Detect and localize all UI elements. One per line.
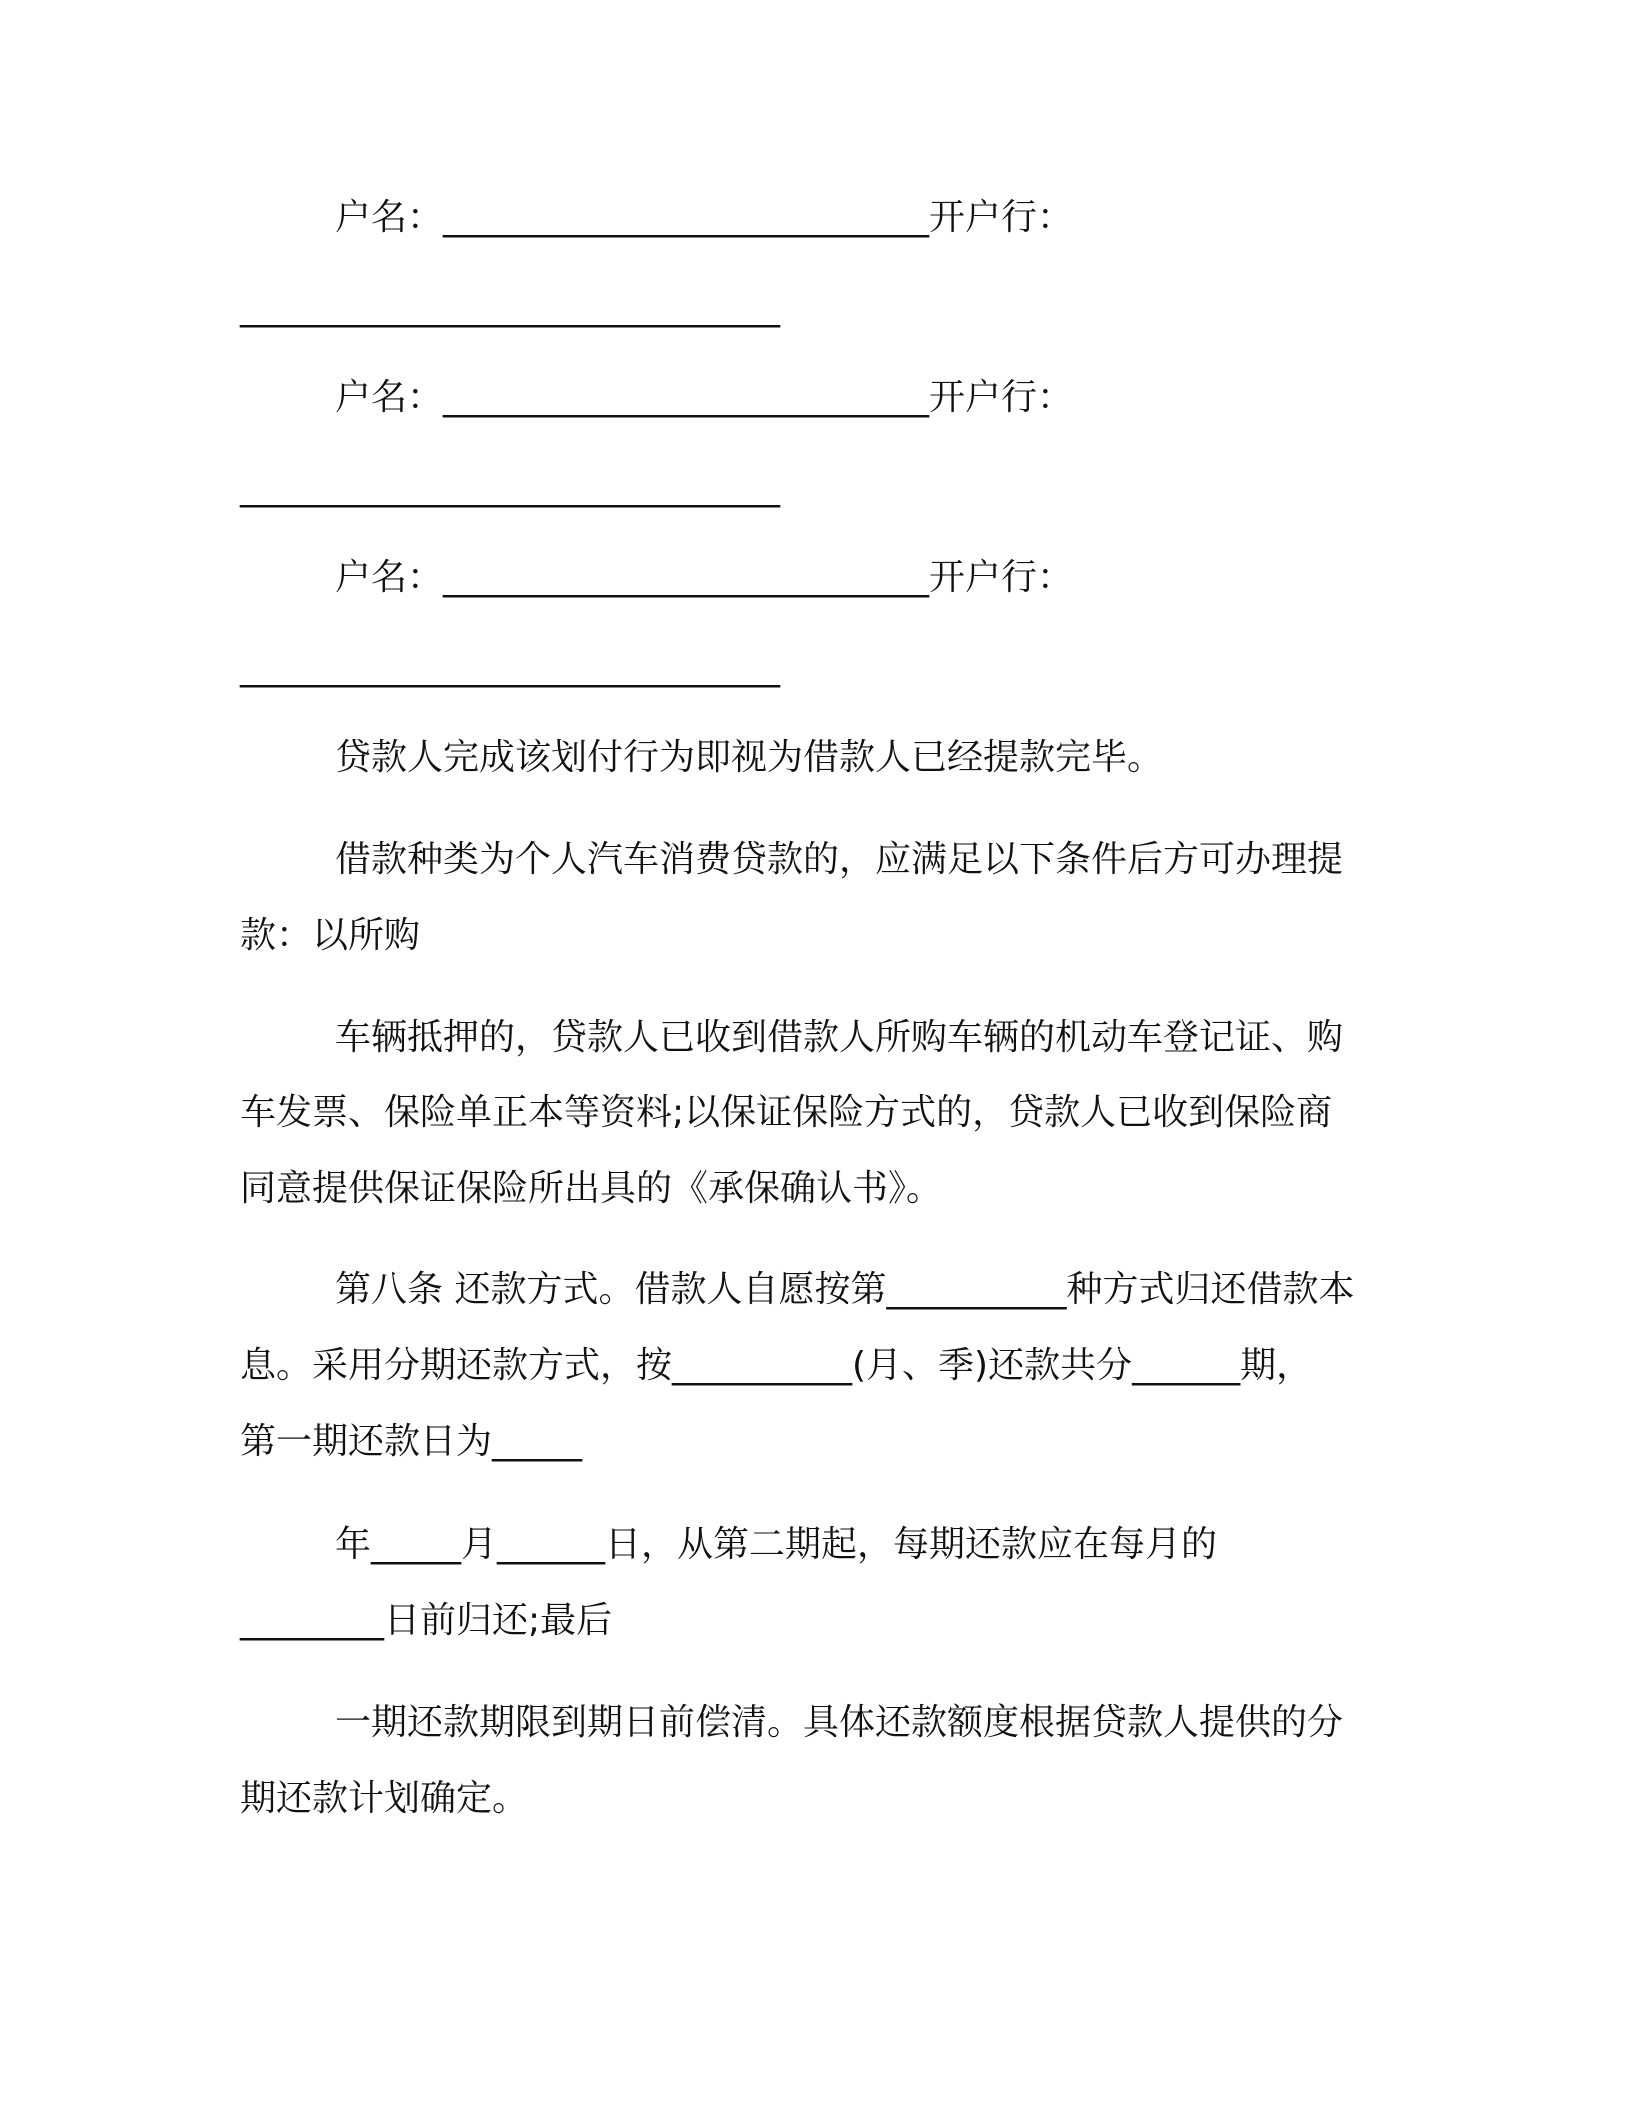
bank-line-1: ______________________________ <box>240 287 780 328</box>
paragraph-3-line-2: 车发票、保险单正本等资料;以保证保险方式的，贷款人已收到保险商 <box>240 1092 1333 1133</box>
paragraph-5-line-1: 年_____月______日，从第二期起，每期还款应在每月的 <box>335 1524 1218 1565</box>
paragraph-4-line-3: 第一期还款日为_____ <box>240 1421 583 1462</box>
account-line-1: 户名：___________________________开户行： <box>335 197 1074 238</box>
account-line-2: 户名：___________________________开户行： <box>335 377 1074 418</box>
paragraph-2-line-1: 借款种类为个人汽车消费贷款的，应满足以下条件后方可办理提 <box>335 839 1344 880</box>
paragraph-6-line-1: 一期还款期限到期日前偿清。具体还款额度根据贷款人提供的分 <box>335 1702 1344 1743</box>
paragraph-3-line-1: 车辆抵押的，贷款人已收到借款人所购车辆的机动车登记证、购 <box>335 1017 1344 1058</box>
paragraph-6-line-2: 期还款计划确定。 <box>240 1778 529 1819</box>
bank-line-2: ______________________________ <box>240 467 780 508</box>
paragraph-3-line-3: 同意提供保证保险所出具的《承保确认书》。 <box>240 1168 943 1209</box>
paragraph-1-line-1: 贷款人完成该划付行为即视为借款人已经提款完毕。 <box>335 737 1164 778</box>
paragraph-4-line-1: 第八条 还款方式。借款人自愿按第__________种方式归还借款本 <box>335 1269 1355 1310</box>
paragraph-5-line-2: ________日前归还;最后 <box>240 1600 613 1641</box>
paragraph-4-line-2: 息。采用分期还款方式，按__________(月、季)还款共分______期， <box>240 1345 1313 1386</box>
paragraph-2-line-2: 款：以所购 <box>240 915 421 956</box>
account-line-3: 户名：___________________________开户行： <box>335 557 1074 598</box>
bank-line-3: ______________________________ <box>240 647 780 688</box>
